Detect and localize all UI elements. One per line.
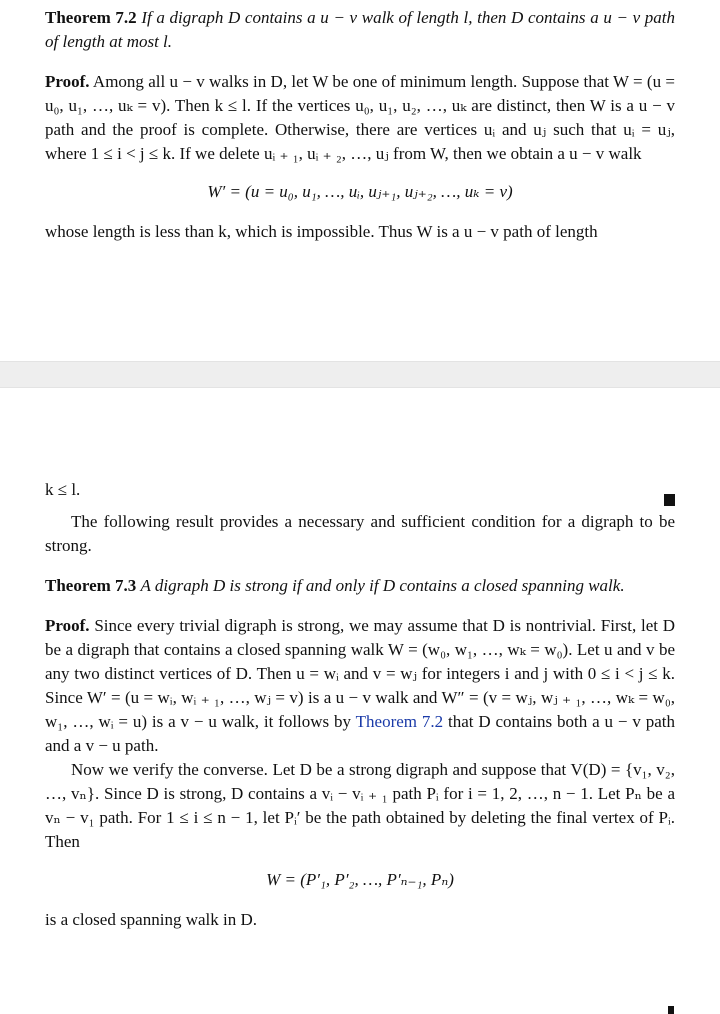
proof-text-a: Since every trivial digraph is strong, we may assume that D is nontrivial. First, let D be a digraph that contains a closed spanning walk W = (w₀, w₁, …, wₖ = w₀). Let u and v be any two distinct vertices of D. Then u = wᵢ and v = wⱼ for integers i and j with 0 ≤ i < j ≤ k. Since W′ = (u = wᵢ, wᵢ ₊ ₁, …, wⱼ = v) is a u − v walk and W″ = (v = wⱼ, wⱼ ₊ ₁, …, wₖ = w₀, w₁, …, wᵢ = u) is a v − u walk, it follows by [45, 616, 676, 731]
qed-square-icon [664, 494, 675, 506]
proof-paragraph-1 [45, 614, 675, 758]
proof-text-b: that D contains both a u − v path and a v − u path. [45, 712, 676, 755]
proof-paragraph [45, 70, 675, 166]
proof-paragraph-2: Now we verify the converse. Let D be a strong digraph and suppose that V(D) = {v₁, v₂, …, vₙ}. Since D is strong, D contains a vᵢ − vᵢ ₊ ₁ path Pᵢ for i = 1, 2, …, n − 1. Let Pₙ be a vₙ − v₁ path. For 1 ≤ i ≤ n − 1, let Pᵢ′ be the path obtained by deleting the final vertex of Pᵢ. Then [45, 760, 675, 851]
theorem-statement: If a digraph D contains a u − v walk of length l, then D contains a u − v path of length at most l. [45, 8, 675, 51]
page-separator [0, 361, 720, 388]
display-equation: W′ = (u = u₀, u₁, …, uᵢ, uⱼ₊₁, uⱼ₊₂, …, uₖ = v) [207, 182, 513, 201]
theorem-7-3 [45, 574, 675, 598]
proof-text: Among all u − v walks in D, let W be one of minimum length. Suppose that W = (u = u₀, u₁, …, uₖ = v). Then k ≤ l. If the vertices u₀, u₁, u₂, …, uₖ are distinct, then W is a u − v path and the proof is complete. Otherwise, there are vertices uᵢ and uⱼ such that uᵢ = uⱼ, where 1 ≤ i < j ≤ k. If we delete uᵢ ₊ ₁, uᵢ ₊ ₂, …, uⱼ from W, then we obtain a u − v walk [45, 72, 675, 163]
proof-label: Proof. [45, 616, 90, 635]
proof-label: Proof. [45, 72, 90, 91]
page-2-content [45, 478, 675, 932]
closing-line: is a closed spanning walk in D. [45, 910, 257, 929]
intro-paragraph: The following result provides a necessary and sufficient condition for a digraph to be strong. [45, 512, 675, 555]
theorem-label: Theorem 7.3 [45, 576, 137, 595]
theorem-7-2 [45, 6, 675, 54]
proof-continuation: k ≤ l. [45, 480, 81, 499]
paragraph-after-equation: whose length is less than k, which is impossible. Thus W is a u − v path of length [45, 222, 598, 241]
display-equation: W = (P′₁, P′₂, …, P′ₙ₋₁, Pₙ) [266, 870, 454, 889]
theorem-label: Theorem 7.2 [45, 8, 137, 27]
theorem-7-2-link[interactable]: Theorem 7.2 [355, 712, 444, 731]
page-1-content [45, 6, 675, 244]
qed-square-icon-partial [668, 1006, 674, 1014]
theorem-statement: A digraph D is strong if and only if D contains a closed spanning walk. [140, 576, 625, 595]
